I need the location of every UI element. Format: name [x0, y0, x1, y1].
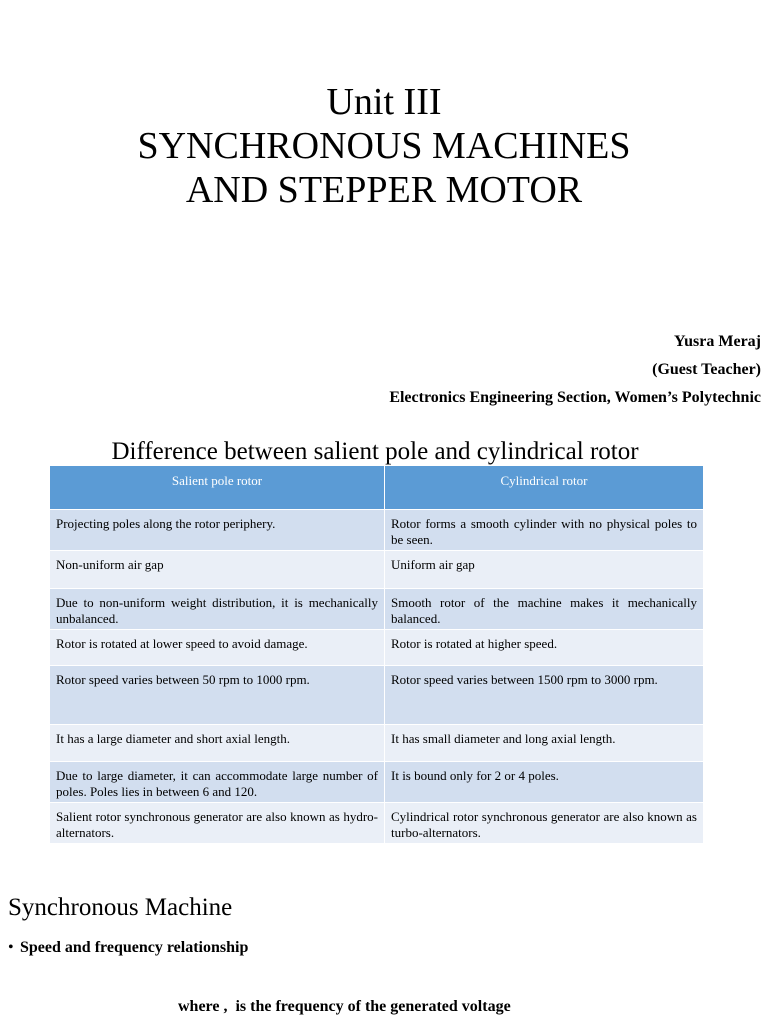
bullet-dot-icon: • [8, 939, 14, 956]
column-header-cylindrical: Cylindrical rotor [385, 466, 704, 510]
table-cell: Smooth rotor of the machine makes it mechanically balanced. [385, 589, 704, 630]
title-line-subject-2: AND STEPPER MOTOR [185, 169, 583, 211]
table-row [50, 510, 704, 551]
table-row [50, 803, 704, 844]
table-row [50, 551, 704, 589]
table-row [50, 762, 704, 803]
title-line-subject: SYNCHRONOUS MACHINES [137, 125, 631, 167]
author-affiliation: Electronics Engineering Section, Women’s Polytechnic [389, 389, 761, 406]
author-info [161, 328, 761, 412]
table-cell: Due to non-uniform weight distribution, it is mechanically unbalanced. [50, 589, 385, 630]
table-cell: Rotor is rotated at higher speed. [385, 630, 704, 666]
column-header-salient: Salient pole rotor [50, 466, 385, 510]
slide-title [0, 80, 768, 212]
table-cell: Rotor speed varies between 1500 rpm to 3000 rpm. [385, 666, 704, 725]
author-role: (Guest Teacher) [652, 361, 761, 378]
comparison-heading: Difference between salient pole and cylindrical rotor [111, 438, 639, 465]
where-text: where , is the frequency of the generated voltage [178, 998, 511, 1015]
table-cell: Rotor speed varies between 50 rpm to 1000 rpm. [50, 666, 385, 725]
table-cell: Non-uniform air gap [50, 551, 385, 589]
table-row [50, 725, 704, 762]
section-title: Synchronous Machine [8, 894, 233, 921]
table-cell: Uniform air gap [385, 551, 704, 589]
table-cell: Rotor is rotated at lower speed to avoid damage. [50, 630, 385, 666]
table-cell: It has small diameter and long axial length. [385, 725, 704, 762]
table-row [50, 630, 704, 666]
table-cell: Cylindrical rotor synchronous generator are also known as turbo-alternators. [385, 803, 704, 844]
table-cell: Salient rotor synchronous generator are also known as hydro-alternators. [50, 803, 385, 844]
bullet-item [8, 937, 248, 959]
table-cell: Due to large diameter, it can accommodate large number of poles. Poles lies in between 6 and 120. [50, 762, 385, 803]
bullet-text: Speed and frequency relationship [20, 939, 249, 956]
table-cell: Projecting poles along the rotor periphery. [50, 510, 385, 551]
comparison-table [49, 465, 704, 844]
title-line-unit: Unit III [326, 81, 442, 123]
table-header-row [50, 466, 704, 510]
author-name: Yusra Meraj [674, 333, 761, 350]
table-cell: It has a large diameter and short axial length. [50, 725, 385, 762]
table-row [50, 589, 704, 630]
table-cell: It is bound only for 2 or 4 poles. [385, 762, 704, 803]
table-cell: Rotor forms a smooth cylinder with no physical poles to be seen. [385, 510, 704, 551]
table-row [50, 666, 704, 725]
